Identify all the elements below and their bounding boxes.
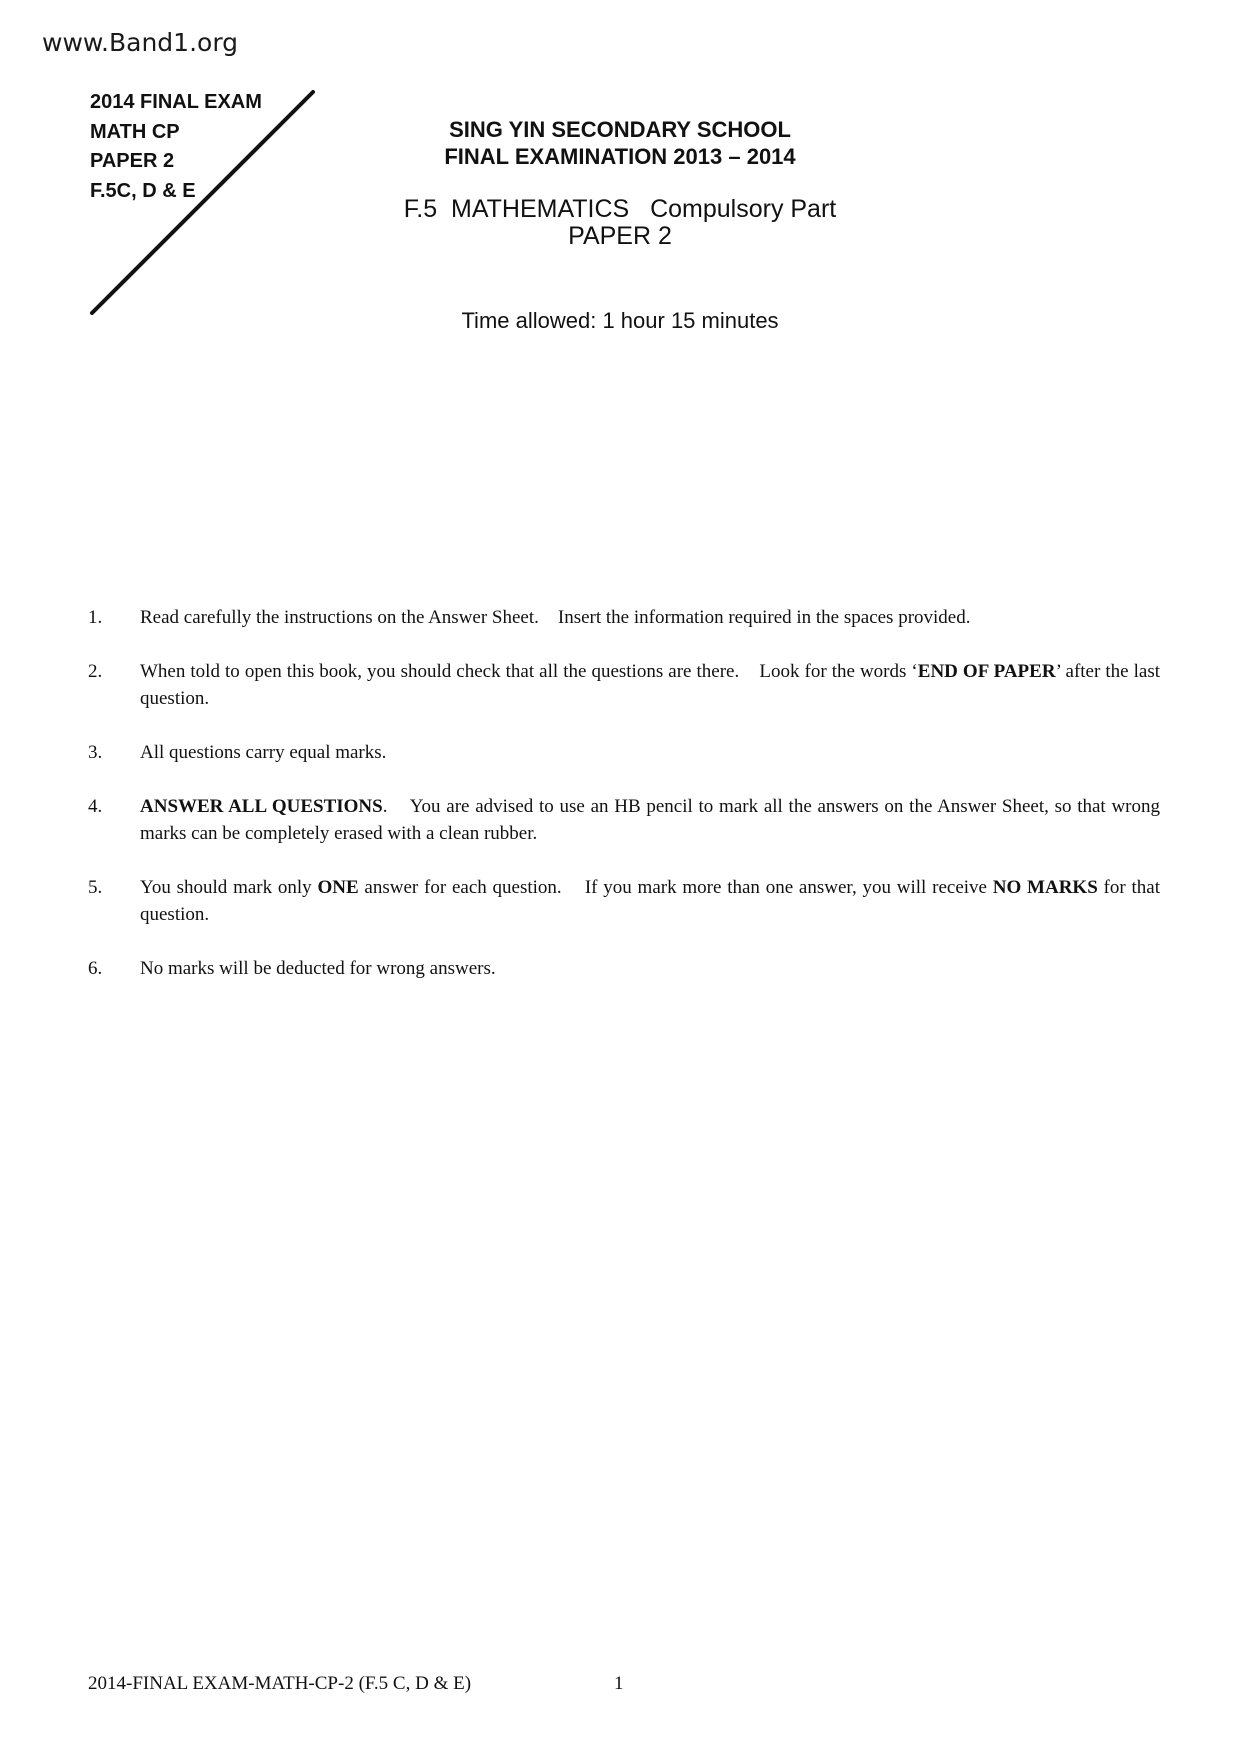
- instruction-item: [88, 739, 1160, 766]
- paper-title: PAPER 2: [568, 222, 672, 250]
- instruction-number: 4.: [88, 796, 103, 817]
- instruction-text: Read carefully the instructions on the Answer Sheet. Insert the information required in the spaces provided.: [140, 607, 971, 628]
- school-header: [400, 116, 840, 170]
- instruction-number: 3.: [88, 742, 103, 763]
- instruction-text: No marks will be deducted for wrong answers.: [140, 958, 496, 979]
- school-name: SING YIN SECONDARY SCHOOL: [449, 117, 791, 142]
- instruction-item: [88, 955, 1160, 982]
- diagonal-slash-line: [0, 0, 340, 340]
- instruction-item: [88, 874, 1165, 928]
- subject-header: [400, 196, 840, 250]
- emphasis-text: NO MARKS: [992, 877, 1098, 898]
- exam-title: FINAL EXAMINATION 2013 – 2014: [444, 144, 796, 169]
- instruction-text: ANSWER ALL QUESTIONS. You are advised to use an HB pencil to mark all the answers on the Answer Sheet, so that wrong marks can be completely erased with a clean rubber.: [140, 796, 1165, 844]
- instruction-text: All questions carry equal marks.: [140, 742, 387, 763]
- corner-label-line: MATH CP: [90, 120, 180, 143]
- emphasis-text: ONE: [317, 877, 359, 898]
- instruction-text: You should mark only ONE answer for each question. If you mark more than one answer, you will receive NO MARKS for that question.: [140, 877, 1165, 925]
- watermark-url: www.Band1.org: [42, 28, 239, 57]
- corner-label-line: F.5C, D & E: [90, 179, 196, 202]
- instruction-number: 1.: [88, 607, 103, 628]
- corner-label-line: PAPER 2: [90, 150, 175, 172]
- time-allowed: Time allowed: 1 hour 15 minutes: [461, 308, 779, 333]
- instruction-item: [88, 604, 1160, 631]
- subject-title: F.5 MATHEMATICS Compulsory Part: [403, 195, 837, 223]
- corner-label-line: 2014 FINAL EXAM: [90, 91, 262, 113]
- instruction-item: [88, 658, 1165, 712]
- instruction-number: 6.: [88, 958, 103, 979]
- instruction-text: When told to open this book, you should check that all the questions are there. Look for the words ‘END OF PAPER’ after the last question.: [140, 661, 1165, 709]
- page-number: 1: [614, 1673, 624, 1694]
- instructions-list: [88, 604, 1165, 1009]
- emphasis-text: ANSWER ALL QUESTIONS: [140, 796, 383, 817]
- emphasis-text: END OF PAPER: [917, 661, 1056, 682]
- instruction-number: 5.: [88, 877, 103, 898]
- instruction-item: [88, 793, 1165, 847]
- instruction-number: 2.: [88, 661, 103, 682]
- footer-code: 2014-FINAL EXAM-MATH-CP-2 (F.5 C, D & E): [88, 1673, 472, 1694]
